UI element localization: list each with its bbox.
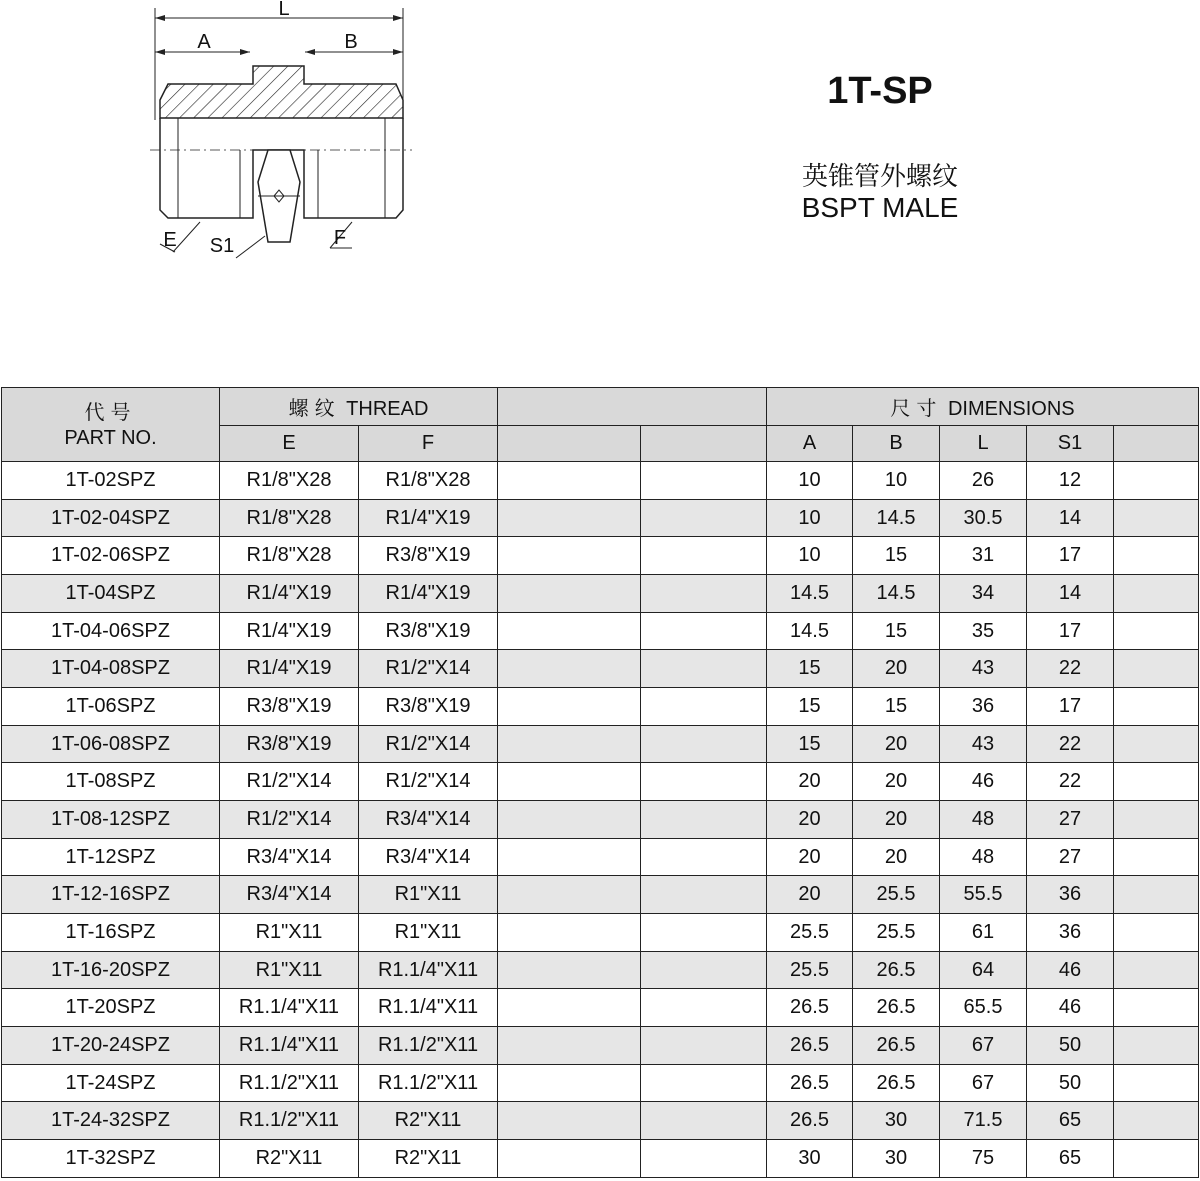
- cell-blank: [498, 763, 641, 801]
- cell-blank: [498, 499, 641, 537]
- cell-part: 1T-02-04SPZ: [2, 499, 220, 537]
- cell-l: 48: [940, 838, 1027, 876]
- table-row: [2, 1064, 1199, 1102]
- cell-blank: [641, 876, 767, 914]
- cell-f: R1.1/4"X11: [359, 989, 498, 1027]
- cell-s1: 14: [1027, 575, 1114, 613]
- cell-f: R1"X11: [359, 876, 498, 914]
- product-type-chinese: 英锥管外螺纹: [801, 162, 958, 192]
- cell-blank: [1114, 1140, 1199, 1178]
- cell-a: 26.5: [767, 1102, 853, 1140]
- fitting-technical-drawing: [140, 0, 440, 270]
- dim-label-F: F: [333, 227, 347, 249]
- cell-part: 1T-08-12SPZ: [2, 801, 220, 839]
- cell-b: 30: [853, 1140, 940, 1178]
- cell-l: 71.5: [940, 1102, 1027, 1140]
- cell-a: 14.5: [767, 612, 853, 650]
- cell-l: 61: [940, 914, 1027, 952]
- cell-s1: 22: [1027, 650, 1114, 688]
- cell-part: 1T-04SPZ: [2, 575, 220, 613]
- cell-f: R2"X11: [359, 1140, 498, 1178]
- cell-f: R3/4"X14: [359, 801, 498, 839]
- cell-l: 67: [940, 1064, 1027, 1102]
- cell-a: 15: [767, 650, 853, 688]
- cell-b: 14.5: [853, 575, 940, 613]
- cell-l: 34: [940, 575, 1027, 613]
- cell-blank: [641, 838, 767, 876]
- cell-blank: [641, 537, 767, 575]
- cell-s1: 50: [1027, 1027, 1114, 1065]
- header-col-A: A: [767, 426, 853, 462]
- cell-part: 1T-02-06SPZ: [2, 537, 220, 575]
- cell-f: R1/8"X28: [359, 462, 498, 500]
- cell-part: 1T-12-16SPZ: [2, 876, 220, 914]
- cell-a: 10: [767, 462, 853, 500]
- dim-label-E: E: [163, 229, 177, 251]
- cell-b: 10: [853, 462, 940, 500]
- cell-blank: [641, 801, 767, 839]
- cell-blank: [498, 914, 641, 952]
- cell-blank: [498, 537, 641, 575]
- cell-blank: [641, 725, 767, 763]
- cell-e: R1.1/4"X11: [220, 989, 359, 1027]
- cell-f: R1.1/2"X11: [359, 1027, 498, 1065]
- cell-b: 14.5: [853, 499, 940, 537]
- header-dimensions-cn: 尺寸: [890, 396, 943, 420]
- cell-a: 20: [767, 763, 853, 801]
- cell-blank: [1114, 763, 1199, 801]
- cell-s1: 17: [1027, 688, 1114, 726]
- cell-blank: [641, 951, 767, 989]
- cell-e: R1/2"X14: [220, 763, 359, 801]
- cell-blank: [1114, 914, 1199, 952]
- header-thread: [220, 388, 498, 426]
- cell-b: 26.5: [853, 951, 940, 989]
- table-row: [2, 725, 1199, 763]
- cell-blank: [498, 1102, 641, 1140]
- cell-b: 20: [853, 801, 940, 839]
- cell-f: R3/8"X19: [359, 688, 498, 726]
- cell-blank: [498, 801, 641, 839]
- cell-l: 43: [940, 650, 1027, 688]
- cell-blank: [498, 575, 641, 613]
- cell-e: R1/2"X14: [220, 801, 359, 839]
- table-row: [2, 876, 1199, 914]
- header-part-no-cn: 代号: [84, 399, 137, 424]
- cell-a: 10: [767, 499, 853, 537]
- cell-e: R3/4"X14: [220, 838, 359, 876]
- header-col-blank-3: [1114, 426, 1199, 462]
- cell-s1: 17: [1027, 537, 1114, 575]
- cell-f: R1/2"X14: [359, 650, 498, 688]
- cell-blank: [1114, 650, 1199, 688]
- cell-f: R2"X11: [359, 1102, 498, 1140]
- table-row: [2, 612, 1199, 650]
- cell-blank: [641, 914, 767, 952]
- cell-s1: 22: [1027, 725, 1114, 763]
- cell-part: 1T-24SPZ: [2, 1064, 220, 1102]
- cell-s1: 12: [1027, 462, 1114, 500]
- cell-b: 26.5: [853, 1064, 940, 1102]
- cell-l: 46: [940, 763, 1027, 801]
- cell-s1: 27: [1027, 801, 1114, 839]
- cell-a: 14.5: [767, 575, 853, 613]
- cell-blank: [1114, 1027, 1199, 1065]
- cell-l: 26: [940, 462, 1027, 500]
- cell-e: R1.1/2"X11: [220, 1102, 359, 1140]
- cell-f: R3/8"X19: [359, 612, 498, 650]
- cell-blank: [498, 612, 641, 650]
- table-row: [2, 1140, 1199, 1178]
- header-col-S1: S1: [1027, 426, 1114, 462]
- cell-s1: 65: [1027, 1140, 1114, 1178]
- cell-e: R1/8"X28: [220, 499, 359, 537]
- cell-e: R1/8"X28: [220, 462, 359, 500]
- cell-f: R3/4"X14: [359, 838, 498, 876]
- cell-part: 1T-32SPZ: [2, 1140, 220, 1178]
- header-col-E: E: [220, 426, 359, 462]
- cell-f: R1"X11: [359, 914, 498, 952]
- cell-f: R1/2"X14: [359, 763, 498, 801]
- cell-b: 26.5: [853, 1027, 940, 1065]
- cell-b: 20: [853, 650, 940, 688]
- cell-blank: [1114, 725, 1199, 763]
- table-row: [2, 801, 1199, 839]
- cell-blank: [498, 1140, 641, 1178]
- cell-a: 10: [767, 537, 853, 575]
- cell-blank: [1114, 989, 1199, 1027]
- cell-part: 1T-06SPZ: [2, 688, 220, 726]
- table-row: [2, 763, 1199, 801]
- cell-blank: [498, 876, 641, 914]
- header-dimensions: [767, 388, 1199, 426]
- cell-a: 25.5: [767, 914, 853, 952]
- cell-blank: [498, 989, 641, 1027]
- cell-l: 67: [940, 1027, 1027, 1065]
- cell-b: 20: [853, 725, 940, 763]
- cell-e: R1/8"X28: [220, 537, 359, 575]
- cell-f: R1.1/4"X11: [359, 951, 498, 989]
- cell-s1: 46: [1027, 989, 1114, 1027]
- cell-blank: [641, 688, 767, 726]
- dim-label-A: A: [197, 31, 211, 53]
- table-row: [2, 650, 1199, 688]
- cell-e: R1/4"X19: [220, 575, 359, 613]
- dim-label-L: L: [278, 0, 290, 20]
- product-code-title: 1T-SP: [827, 70, 933, 112]
- cell-blank: [1114, 801, 1199, 839]
- cell-blank: [1114, 838, 1199, 876]
- cell-blank: [641, 1140, 767, 1178]
- cell-blank: [641, 1102, 767, 1140]
- cell-blank: [1114, 575, 1199, 613]
- cell-blank: [1114, 951, 1199, 989]
- cell-l: 48: [940, 801, 1027, 839]
- table-row: [2, 838, 1199, 876]
- cell-part: 1T-20-24SPZ: [2, 1027, 220, 1065]
- dim-label-S1: S1: [209, 235, 235, 257]
- cell-part: 1T-24-32SPZ: [2, 1102, 220, 1140]
- cell-blank: [641, 650, 767, 688]
- cell-a: 20: [767, 801, 853, 839]
- cell-e: R3/8"X19: [220, 725, 359, 763]
- cell-b: 20: [853, 763, 940, 801]
- cell-l: 65.5: [940, 989, 1027, 1027]
- cell-a: 15: [767, 688, 853, 726]
- cell-blank: [641, 499, 767, 537]
- table-row: [2, 575, 1199, 613]
- cell-e: R3/8"X19: [220, 688, 359, 726]
- cell-f: R1/2"X14: [359, 725, 498, 763]
- cell-s1: 22: [1027, 763, 1114, 801]
- cell-b: 30: [853, 1102, 940, 1140]
- header-col-F: F: [359, 426, 498, 462]
- cell-l: 36: [940, 688, 1027, 726]
- cell-blank: [498, 1064, 641, 1102]
- header-thread-en: THREAD: [346, 398, 429, 420]
- cell-blank: [498, 838, 641, 876]
- cell-s1: 46: [1027, 951, 1114, 989]
- product-type-english: BSPT MALE: [801, 192, 959, 223]
- cell-f: R3/8"X19: [359, 537, 498, 575]
- cell-blank: [498, 650, 641, 688]
- cell-b: 15: [853, 612, 940, 650]
- cell-blank: [1114, 499, 1199, 537]
- cell-blank: [641, 575, 767, 613]
- cell-f: R1/4"X19: [359, 499, 498, 537]
- cell-e: R1.1/2"X11: [220, 1064, 359, 1102]
- cell-s1: 17: [1027, 612, 1114, 650]
- header-dimensions-en: DIMENSIONS: [947, 398, 1075, 420]
- cell-blank: [1114, 612, 1199, 650]
- cell-s1: 36: [1027, 914, 1114, 952]
- cell-s1: 27: [1027, 838, 1114, 876]
- cell-b: 20: [853, 838, 940, 876]
- header-thread-cn: 螺纹: [288, 396, 341, 420]
- table-body: [2, 462, 1199, 1178]
- cell-a: 25.5: [767, 951, 853, 989]
- cell-s1: 50: [1027, 1064, 1114, 1102]
- cell-part: 1T-06-08SPZ: [2, 725, 220, 763]
- cell-part: 1T-20SPZ: [2, 989, 220, 1027]
- table-row: [2, 537, 1199, 575]
- cell-b: 26.5: [853, 989, 940, 1027]
- cell-l: 43: [940, 725, 1027, 763]
- cell-blank: [641, 1027, 767, 1065]
- cell-f: R1.1/2"X11: [359, 1064, 498, 1102]
- header-col-B: B: [853, 426, 940, 462]
- cell-part: 1T-02SPZ: [2, 462, 220, 500]
- header-col-blank-2: [641, 426, 767, 462]
- cell-a: 15: [767, 725, 853, 763]
- cell-part: 1T-12SPZ: [2, 838, 220, 876]
- cell-blank: [641, 763, 767, 801]
- cell-blank: [1114, 688, 1199, 726]
- cell-part: 1T-08SPZ: [2, 763, 220, 801]
- cell-e: R1/4"X19: [220, 612, 359, 650]
- cell-part: 1T-16SPZ: [2, 914, 220, 952]
- dimension-table: [1, 387, 1199, 1178]
- cell-e: R2"X11: [220, 1140, 359, 1178]
- cell-blank: [641, 1064, 767, 1102]
- dim-label-B: B: [344, 31, 358, 53]
- cell-e: R3/4"X14: [220, 876, 359, 914]
- cell-e: R1"X11: [220, 914, 359, 952]
- cell-part: 1T-04-06SPZ: [2, 612, 220, 650]
- cell-a: 26.5: [767, 1027, 853, 1065]
- table-row: [2, 462, 1199, 500]
- cell-l: 75: [940, 1140, 1027, 1178]
- cell-blank: [498, 725, 641, 763]
- table-row: [2, 499, 1199, 537]
- cell-l: 30.5: [940, 499, 1027, 537]
- cell-l: 35: [940, 612, 1027, 650]
- header-part-no: [2, 388, 220, 462]
- cell-b: 25.5: [853, 914, 940, 952]
- table-row: [2, 951, 1199, 989]
- cell-blank: [1114, 1064, 1199, 1102]
- cell-b: 15: [853, 537, 940, 575]
- cell-blank: [641, 462, 767, 500]
- cell-b: 15: [853, 688, 940, 726]
- cell-l: 55.5: [940, 876, 1027, 914]
- cell-e: R1/4"X19: [220, 650, 359, 688]
- cell-blank: [641, 612, 767, 650]
- cell-s1: 65: [1027, 1102, 1114, 1140]
- cell-blank: [1114, 462, 1199, 500]
- cell-a: 20: [767, 838, 853, 876]
- cell-blank: [498, 462, 641, 500]
- cell-l: 31: [940, 537, 1027, 575]
- cell-blank: [1114, 876, 1199, 914]
- table-row: [2, 688, 1199, 726]
- cell-b: 25.5: [853, 876, 940, 914]
- cell-e: R1"X11: [220, 951, 359, 989]
- header-col-blank-1: [498, 426, 641, 462]
- cell-blank: [1114, 1102, 1199, 1140]
- cell-f: R1/4"X19: [359, 575, 498, 613]
- header-col-L: L: [940, 426, 1027, 462]
- cell-a: 26.5: [767, 1064, 853, 1102]
- cell-part: 1T-16-20SPZ: [2, 951, 220, 989]
- table-row: [2, 1102, 1199, 1140]
- cell-a: 20: [767, 876, 853, 914]
- table-row: [2, 989, 1199, 1027]
- cell-blank: [641, 989, 767, 1027]
- cell-e: R1.1/4"X11: [220, 1027, 359, 1065]
- cell-blank: [498, 951, 641, 989]
- table-row: [2, 914, 1199, 952]
- header-blank-1: [498, 388, 767, 426]
- cell-a: 30: [767, 1140, 853, 1178]
- header-part-no-en: PART NO.: [64, 426, 157, 449]
- table-row: [2, 1027, 1199, 1065]
- cell-blank: [498, 1027, 641, 1065]
- cell-l: 64: [940, 951, 1027, 989]
- cell-blank: [1114, 537, 1199, 575]
- cell-s1: 36: [1027, 876, 1114, 914]
- cell-part: 1T-04-08SPZ: [2, 650, 220, 688]
- cell-a: 26.5: [767, 989, 853, 1027]
- cell-blank: [498, 688, 641, 726]
- cell-s1: 14: [1027, 499, 1114, 537]
